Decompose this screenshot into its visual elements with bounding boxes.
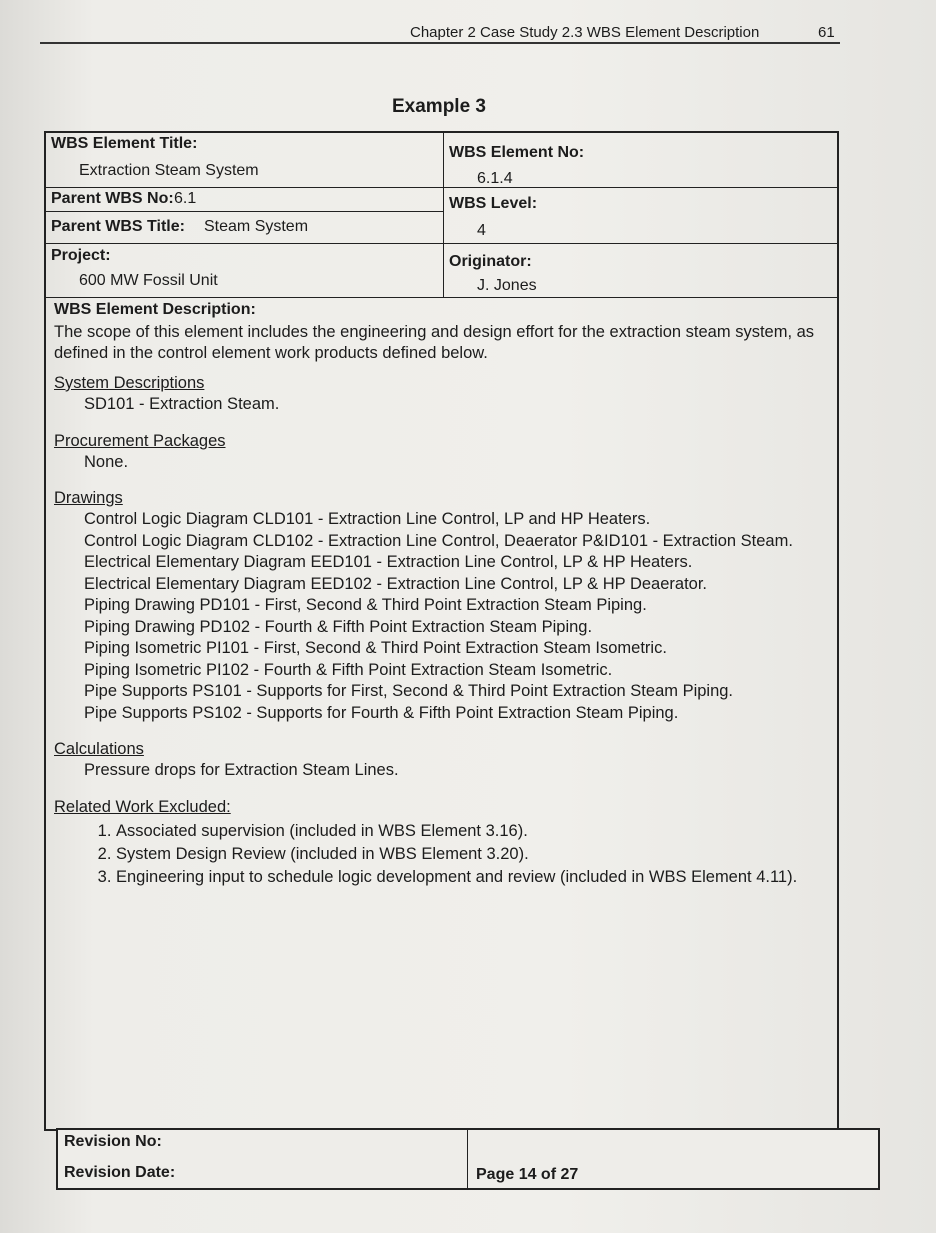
wbs-element-form — [44, 131, 839, 1131]
system-descriptions-heading: System Descriptions — [54, 374, 205, 392]
excluded-item: 1. Associated supervision (included in WBS Element 3.16). — [116, 820, 829, 843]
drawing-item: Pipe Supports PS101 - Supports for First, Second & Third Point Extraction Steam Piping. — [84, 682, 734, 700]
example-title: Example 3 — [392, 96, 486, 117]
element-title-cell — [46, 133, 444, 187]
drawing-item: Electrical Elementary Diagram EED101 - Extraction Line Control, LP & HP Heaters. — [84, 553, 693, 571]
originator-value: J. Jones — [477, 277, 537, 294]
revision-left-column — [58, 1130, 468, 1188]
project-value: 600 MW Fossil Unit — [79, 272, 218, 289]
revision-box — [56, 1128, 880, 1190]
running-header — [40, 20, 840, 44]
excluded-item: 2. System Design Review (included in WBS Element 3.20). — [116, 843, 829, 866]
parent-cell — [46, 188, 444, 243]
element-no-label: WBS Element No: — [449, 144, 585, 161]
parent-no-value: 6.1 — [174, 190, 197, 207]
revision-no-label: Revision No: — [64, 1133, 162, 1150]
calculation-item: Pressure drops for Extraction Steam Lines. — [84, 761, 399, 779]
form-row-parent — [46, 188, 837, 244]
originator-cell — [444, 244, 837, 297]
drawing-item: Control Logic Diagram CLD102 - Extraction Line Control, Deaerator P&ID101 - Extraction Steam. — [84, 531, 793, 550]
excluded-heading: Related Work Excluded: — [54, 797, 231, 816]
parent-title-value: Steam System — [204, 218, 309, 235]
excluded-list — [54, 820, 829, 889]
chapter-title: Chapter 2 Case Study 2.3 WBS Element Description — [410, 24, 760, 41]
parent-no-label: Parent WBS No: — [51, 190, 174, 207]
drawing-item: Piping Isometric PI101 - First, Second & Third Point Extraction Steam Isometric. — [84, 639, 667, 657]
drawing-item: Control Logic Diagram CLD101 - Extraction Line Control, LP and HP Heaters. — [84, 510, 651, 528]
level-value: 4 — [477, 222, 486, 239]
drawing-item: Piping Drawing PD101 - First, Second & Third Point Extraction Steam Piping. — [84, 596, 647, 614]
element-title-label: WBS Element Title: — [51, 135, 198, 152]
description-label: WBS Element Description: — [54, 301, 256, 318]
level-label: WBS Level: — [449, 195, 538, 212]
project-label: Project: — [51, 247, 111, 264]
form-row-title — [46, 133, 837, 188]
element-no-cell — [444, 133, 837, 187]
form-row-project — [46, 244, 837, 298]
drawing-item: Electrical Elementary Diagram EED102 - Extraction Line Control, LP & HP Deaerator. — [84, 574, 708, 593]
description-section — [46, 298, 837, 1133]
element-no-value: 6.1.4 — [477, 170, 513, 187]
procurement-item: None. — [84, 452, 129, 471]
parent-no-subcell — [46, 188, 443, 212]
description-intro: The scope of this element includes the engineering and design effort for the extraction steam system, as defined in the control element work products defined below. — [54, 323, 815, 362]
element-title-value: Extraction Steam System — [79, 162, 259, 179]
level-cell — [444, 188, 837, 243]
system-description-item: SD101 - Extraction Steam. — [84, 395, 280, 413]
drawing-item: Pipe Supports PS102 - Supports for Fourth & Fifth Point Extraction Steam Piping. — [84, 703, 679, 722]
drawing-item: Piping Drawing PD102 - Fourth & Fifth Point Extraction Steam Piping. — [84, 617, 593, 636]
calculations-heading: Calculations — [54, 740, 144, 758]
parent-title-label: Parent WBS Title: — [51, 218, 185, 235]
drawing-item: Piping Isometric PI102 - Fourth & Fifth Point Extraction Steam Isometric. — [84, 660, 613, 679]
page-of-label: Page 14 of 27 — [476, 1166, 579, 1183]
procurement-heading: Procurement Packages — [54, 431, 226, 450]
page-number: 61 — [818, 24, 835, 41]
drawings-heading: Drawings — [54, 489, 123, 507]
originator-label: Originator: — [449, 253, 532, 270]
project-cell — [46, 244, 444, 297]
revision-date-label: Revision Date: — [64, 1164, 176, 1181]
excluded-item: 3. Engineering input to schedule logic development and review (included in WBS Element 4.11). — [116, 866, 829, 889]
